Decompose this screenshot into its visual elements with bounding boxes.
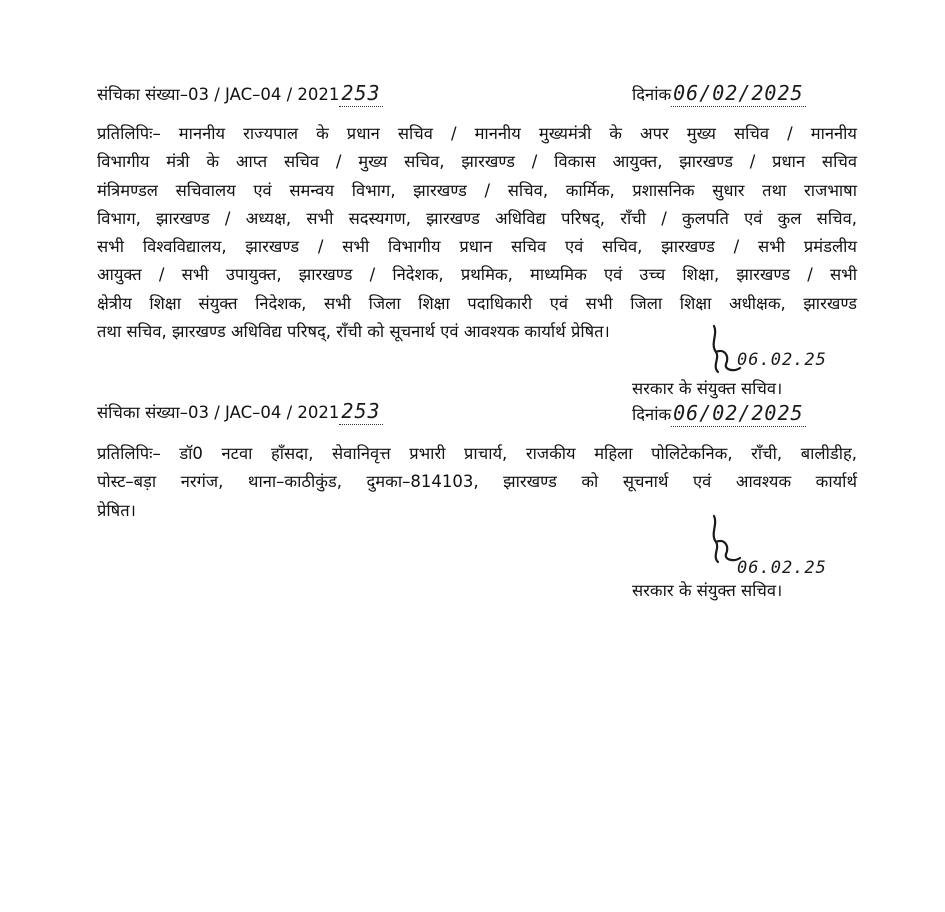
date-line-1 [632,82,806,107]
signatory-title: सरकार के संयुक्त सचिव। [632,379,783,398]
copy-line: तथा सचिव, झारखण्ड अधिविद्य परिषद्, राँची को सूचनार्थ एवं आवश्यक कार्यार्थ प्रेषित। [97,322,610,342]
copy-paragraph-1 [97,120,857,346]
file-number-line-2 [97,400,383,425]
copy-line: प्रेषित। [97,500,136,520]
file-number-handwritten: 253 [341,399,381,423]
copy-line: आयुक्त / सभी उपायुक्त, झारखण्ड / निदेशक, प्रथमिक, माध्यमिक एवं उच्च शिक्षा, झारखण्ड / सभी [97,265,857,285]
copy-line: प्रतिलिपिः– माननीय राज्यपाल के प्रधान सचिव / माननीय मुख्यमंत्री के अपर मुख्य सचिव / माननीय [97,124,857,143]
copy-line: क्षेत्रीय शिक्षा संयुक्त निदेशक, सभी जिला शिक्षा पदाधिकारी एवं सभी जिला शिक्षा अधीक्षक, झारखण्ड [97,293,857,313]
copy-line: मंत्रिमण्डल सचिवालय एवं समन्वय विभाग, झारखण्ड / सचिव, कार्मिक, प्रशासनिक सुधार तथा राजभाषा [97,180,857,200]
date-line-2 [632,402,806,427]
signature-date: 06.02.25 [737,558,827,578]
file-number-line-1 [97,82,383,107]
signature-date: 06.02.25 [737,350,827,370]
copy-line: सभी विश्वविद्यालय, झारखण्ड / सभी विभागीय प्रधान सचिव एवं सचिव, झारखण्ड / सभी प्रमंडलीय [97,237,857,257]
copy-line: पोस्ट–बड़ा नरगंज, थाना–काठीकुंड, दुमका–814103, झारखण्ड को सूचनार्थ एवं आवश्यक कार्यार्थ [97,472,857,492]
date-label: दिनांक [632,405,672,424]
copy-line: विभागीय मंत्री के आप्त सचिव / मुख्य सचिव, झारखण्ड / विकास आयुक्त, झारखण्ड / प्रधान सचिव [97,152,857,172]
date-handwritten: 06/02/2025 [673,401,804,425]
file-number-handwritten: 253 [341,81,381,105]
date-handwritten: 06/02/2025 [673,81,804,105]
date-label: दिनांक [632,85,672,104]
copy-line: विभाग, झारखण्ड / अध्यक्ष, सभी सदस्यगण, झारखण्ड अधिविद्य परिषद्, राँची / कुलपति एवं कुल सचिव, [97,208,857,228]
file-number-label: संचिका संख्या–03 / JAC–04 / 2021 [97,85,340,104]
file-number-label: संचिका संख्या–03 / JAC–04 / 2021 [97,403,340,422]
copy-line: प्रतिलिपिः– डॉ0 नटवा हाँसदा, सेवानिवृत्त प्रभारी प्राचार्य, राजकीय महिला पोलिटेकनिक, राँची, बालीडीह, [97,444,857,463]
signatory-title: सरकार के संयुक्त सचिव। [632,581,783,600]
